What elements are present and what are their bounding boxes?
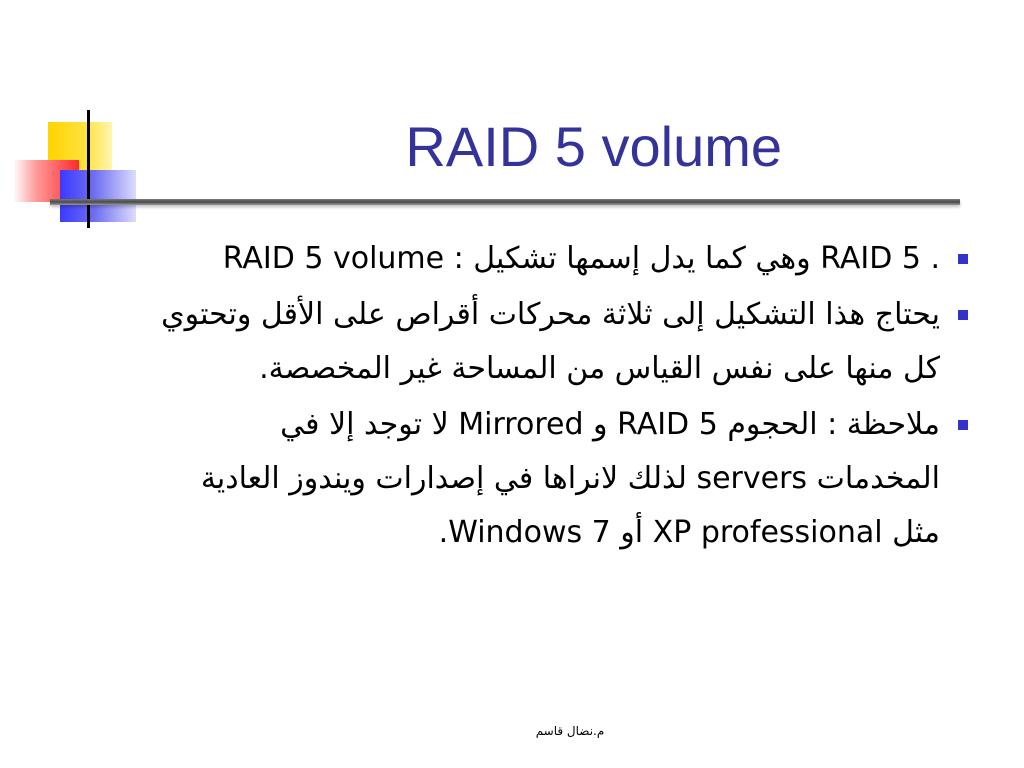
bullet-item	[150, 288, 990, 396]
footer-author: م.نضال قاسم	[535, 724, 605, 738]
square-bullet-icon	[958, 310, 968, 320]
bullet-item	[150, 398, 990, 560]
bullet-text: ملاحظة : الحجوم RAID 5 و Mirrored لا توجد إلا في المخدمات servers لذلك لانراها في إصدارات ويندوز العادية مثل XP professional أو Windows 7.	[200, 407, 940, 550]
decorative-vertical-line	[87, 110, 90, 228]
slide-title	[130, 112, 950, 182]
bullet-item	[150, 232, 990, 286]
title-divider	[50, 199, 960, 205]
bullet-text: يحتاج هذا التشكيل إلى ثلاثة محركات أقراص على الأقل وتحتوي كل منها على نفس القياس من المساحة غير المخصصة.	[161, 297, 940, 386]
square-bullet-icon	[958, 420, 968, 430]
bullet-text: RAID 5 volume : وهي كما يدل إسمها تشكيل RAID 5 .	[222, 241, 940, 276]
slide-title-text: RAID 5 volume	[405, 115, 782, 178]
bullet-list	[150, 232, 990, 562]
decorative-blue-square	[60, 170, 136, 222]
square-bullet-icon	[958, 254, 968, 264]
